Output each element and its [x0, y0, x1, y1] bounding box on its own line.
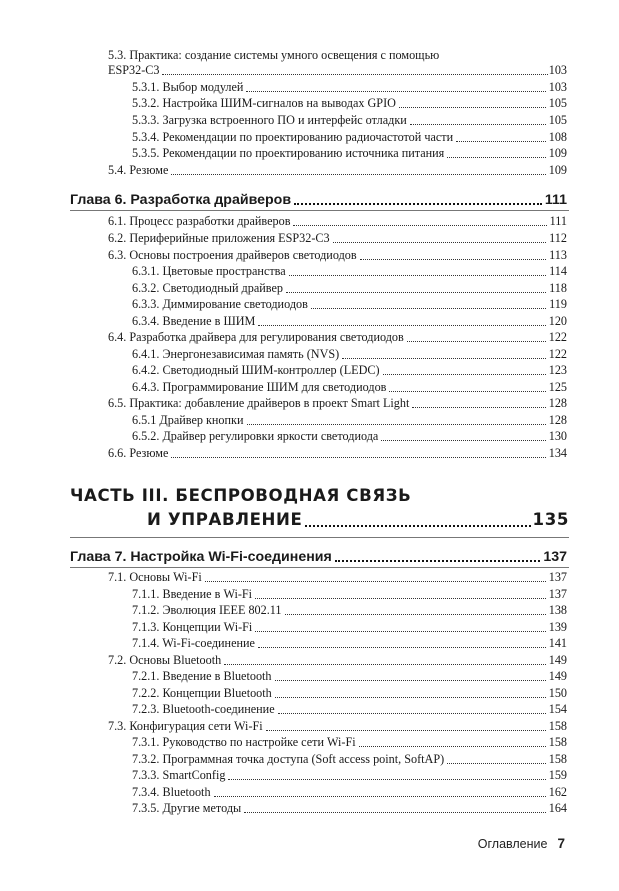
toc-entry-page: 125: [548, 380, 567, 394]
toc-chapter-page: 137: [543, 549, 567, 565]
toc-chapter-label: Глава 6. Разработка драйверов: [70, 192, 292, 208]
toc-entry-page: 118: [549, 281, 567, 295]
dot-leader: [359, 746, 546, 747]
toc-entry-label: 6.5. Практика: добавление драйверов в проект Smart Light: [108, 396, 410, 410]
dot-leader: [293, 225, 546, 226]
dot-leader: [205, 581, 546, 582]
toc-entry: [132, 752, 567, 767]
dot-leader: [224, 664, 546, 665]
toc-entry-page: 139: [548, 620, 567, 634]
toc-entry-label: 7.1.1. Введение в Wi-Fi: [132, 587, 253, 601]
toc-entry: [132, 281, 567, 296]
dot-leader: [381, 440, 545, 441]
dot-leader: [447, 157, 545, 158]
toc-entry-page: 108: [548, 130, 567, 144]
toc-entry-label: 6.4.2. Светодиодный ШИМ-контроллер (LEDC): [132, 363, 380, 377]
toc-entry-page: 109: [548, 163, 567, 177]
toc-entry: [132, 603, 567, 618]
toc-entry: [132, 620, 567, 635]
dot-leader: [360, 259, 547, 260]
toc-entry: [132, 429, 567, 444]
page-number: 7: [557, 836, 565, 851]
dot-leader: [258, 647, 546, 648]
toc-entry-label: 5.3.2. Настройка ШИМ-сигналов на выводах GPIO: [132, 96, 396, 110]
toc-entry-page: 105: [548, 113, 567, 127]
chapter-rule: [70, 210, 569, 211]
toc-part-label-continued: И УПРАВЛЕНИЕ: [147, 510, 303, 529]
toc-entry: [132, 380, 567, 395]
toc-entry: [132, 314, 567, 329]
toc-entry-label: 6.2. Периферийные приложения ESP32-C3: [108, 231, 330, 245]
toc-chapter-page: 111: [544, 192, 567, 208]
toc-entry-label: 6.4. Разработка драйвера для регулирования светодиодов: [108, 330, 404, 344]
toc-entry-page: 149: [548, 669, 567, 683]
dot-leader: [389, 391, 545, 392]
dot-leader: [335, 560, 541, 562]
toc-entry-label: 5.3. Практика: создание системы умного освещения с помощью: [108, 48, 440, 62]
toc-entry: [108, 231, 567, 246]
toc-entry: [132, 264, 567, 279]
dot-leader: [275, 680, 546, 681]
dot-leader: [275, 697, 546, 698]
dot-leader: [286, 292, 546, 293]
toc-entry-page: 119: [549, 297, 567, 311]
toc-entry-page: 122: [548, 330, 567, 344]
toc-entry-label: 5.4. Резюме: [108, 163, 169, 177]
dot-leader: [456, 141, 546, 142]
toc-entry-page: 122: [548, 347, 567, 361]
toc-entry: [132, 96, 567, 111]
toc-entry: [132, 130, 567, 145]
dot-leader: [289, 275, 546, 276]
toc-entry-page: 159: [548, 768, 567, 782]
toc-entry: [108, 163, 567, 178]
chapter-rule: [70, 567, 569, 568]
toc-entry-page: 113: [549, 248, 567, 262]
toc-entry-label: 7.2.3. Bluetooth-соединение: [132, 702, 275, 716]
toc-entry-page: 114: [549, 264, 567, 278]
toc-entry-page: 137: [548, 587, 567, 601]
toc-entry-label: 7.1.4. Wi-Fi-соединение: [132, 636, 255, 650]
toc-entry-page: 158: [548, 752, 567, 766]
toc-entry-label: 7.3.5. Другие методы: [132, 801, 242, 815]
toc-entry-label: 7.1. Основы Wi-Fi: [108, 570, 202, 584]
toc-entry: [108, 570, 567, 585]
dot-leader: [244, 812, 546, 813]
toc-entry: [132, 686, 567, 701]
toc-entry: [108, 396, 567, 411]
toc-entry-label: 6.3.1. Цветовые пространства: [132, 264, 286, 278]
toc-chapter: [70, 191, 567, 209]
toc-entry-page: 162: [548, 785, 567, 799]
toc-entry-label: 6.5.2. Драйвер регулировки яркости светодиода: [132, 429, 379, 443]
toc-entry-page: 105: [548, 96, 567, 110]
dot-leader: [214, 796, 546, 797]
toc-entry-label: 6.4.3. Программирование ШИМ для светодиодов: [132, 380, 387, 394]
toc-chapter-label: Глава 7. Настройка Wi-Fi-соединения: [70, 549, 332, 565]
toc-entry: [108, 719, 567, 734]
toc-entry-label: 7.2. Основы Bluetooth: [108, 653, 222, 667]
toc-entry: [108, 653, 567, 668]
toc-part-label: ЧАСТЬ III. БЕСПРОВОДНАЯ СВЯЗЬ: [70, 486, 412, 505]
toc-entry-label: 5.3.4. Рекомендации по проектированию радиочастотой части: [132, 130, 454, 144]
dot-leader: [447, 763, 546, 764]
toc-entry: [132, 113, 567, 128]
toc-entry: [132, 347, 567, 362]
dot-leader: [412, 407, 545, 408]
part-rule: [70, 537, 569, 538]
toc-entry-page: 141: [548, 636, 567, 650]
toc-entry: [108, 248, 567, 263]
dot-leader: [383, 374, 546, 375]
toc-entry: [132, 801, 567, 816]
toc-entry-label: 6.4.1. Энергонезависимая память (NVS): [132, 347, 340, 361]
toc-entry: [108, 446, 567, 461]
page-footer: [478, 836, 565, 851]
toc-entry-page: 120: [548, 314, 567, 328]
dot-leader: [162, 74, 547, 75]
dot-leader: [255, 598, 546, 599]
toc-entry-label: 5.3.5. Рекомендации по проектированию источника питания: [132, 146, 445, 160]
toc-entry-page: 109: [548, 146, 567, 160]
dot-leader: [247, 424, 546, 425]
toc-entry: [132, 785, 567, 800]
toc-entry-page: 103: [548, 63, 567, 77]
toc-entry-label-continued: ESP32-C3: [108, 63, 160, 77]
toc-entry-page: 128: [548, 396, 567, 410]
dot-leader: [333, 242, 547, 243]
dot-leader: [294, 203, 542, 205]
dot-leader: [171, 174, 545, 175]
toc-entry-page: 149: [548, 653, 567, 667]
toc-entry: [108, 48, 567, 78]
toc-entry-label: 5.3.1. Выбор модулей: [132, 80, 244, 94]
dot-leader: [410, 124, 546, 125]
toc-entry-label: 6.5.1 Драйвер кнопки: [132, 413, 244, 427]
dot-leader: [258, 325, 545, 326]
toc-entry: [132, 80, 567, 95]
dot-leader: [311, 308, 546, 309]
dot-leader: [246, 91, 545, 92]
toc-chapter: [70, 548, 567, 566]
toc-entry: [132, 636, 567, 651]
toc-entry: [132, 413, 567, 428]
toc-entry-page: 123: [548, 363, 567, 377]
footer-title: Оглавление: [477, 837, 548, 851]
toc-entry-label: 6.3. Основы построения драйверов светодиодов: [108, 248, 357, 262]
toc-entry-label: 6.1. Процесс разработки драйверов: [108, 214, 291, 228]
dot-leader: [305, 525, 530, 527]
toc-entry-page: 103: [548, 80, 567, 94]
toc-entry-label: 7.3. Конфигурация сети Wi-Fi: [108, 719, 263, 733]
toc-entry: [132, 768, 567, 783]
dot-leader: [285, 614, 546, 615]
dot-leader: [171, 457, 545, 458]
toc-entry-page: 112: [549, 231, 567, 245]
toc-entry-page: 134: [548, 446, 567, 460]
toc-entry-label: 7.1.3. Концепции Wi-Fi: [132, 620, 253, 634]
toc-entry-label: 7.2.1. Введение в Bluetooth: [132, 669, 272, 683]
toc-entry: [132, 735, 567, 750]
toc-entry: [132, 669, 567, 684]
toc-entry: [132, 146, 567, 161]
toc-entry-page: 111: [549, 214, 567, 228]
dot-leader: [399, 107, 546, 108]
toc-entry-page: 138: [548, 603, 567, 617]
toc-entry-label: 6.3.3. Диммирование светодиодов: [132, 297, 308, 311]
toc-entry-label: 7.3.4. Bluetooth: [132, 785, 211, 799]
toc-entry-label: 7.1.2. Эволюция IEEE 802.11: [132, 603, 282, 617]
toc-part-page: 135: [532, 510, 569, 529]
toc-entry-label: 6.6. Резюме: [108, 446, 169, 460]
dot-leader: [407, 341, 546, 342]
dot-leader: [255, 631, 545, 632]
dot-leader: [278, 713, 546, 714]
toc-entry: [132, 297, 567, 312]
dot-leader: [266, 730, 546, 731]
toc-entry-label: 5.3.3. Загрузка встроенного ПО и интерфейс отладки: [132, 113, 407, 127]
dot-leader: [342, 358, 546, 359]
toc-entry-page: 150: [548, 686, 567, 700]
toc-entry-page: 137: [548, 570, 567, 584]
toc-entry-page: 154: [548, 702, 567, 716]
toc-entry: [108, 330, 567, 345]
toc-entry-page: 164: [548, 801, 567, 815]
toc-entry-label: 7.2.2. Концепции Bluetooth: [132, 686, 272, 700]
toc-entry-page: 128: [548, 413, 567, 427]
toc-entry: [108, 214, 567, 229]
toc-entry-label: 7.3.2. Программная точка доступа (Soft access point, SoftAP): [132, 752, 445, 766]
toc-entry-label: 6.3.4. Введение в ШИМ: [132, 314, 256, 328]
toc-entry-page: 158: [548, 719, 567, 733]
toc-entry: [132, 702, 567, 717]
dot-leader: [228, 779, 545, 780]
toc-entry: [132, 363, 567, 378]
toc-part: [70, 484, 569, 532]
toc-entry-page: 158: [548, 735, 567, 749]
toc-entry-label: 7.3.1. Руководство по настройке сети Wi-Fi: [132, 735, 356, 749]
toc-entry-page: 130: [548, 429, 567, 443]
toc-entry-label: 6.3.2. Светодиодный драйвер: [132, 281, 283, 295]
toc-entry-label: 7.3.3. SmartConfig: [132, 768, 226, 782]
toc-entry: [132, 587, 567, 602]
